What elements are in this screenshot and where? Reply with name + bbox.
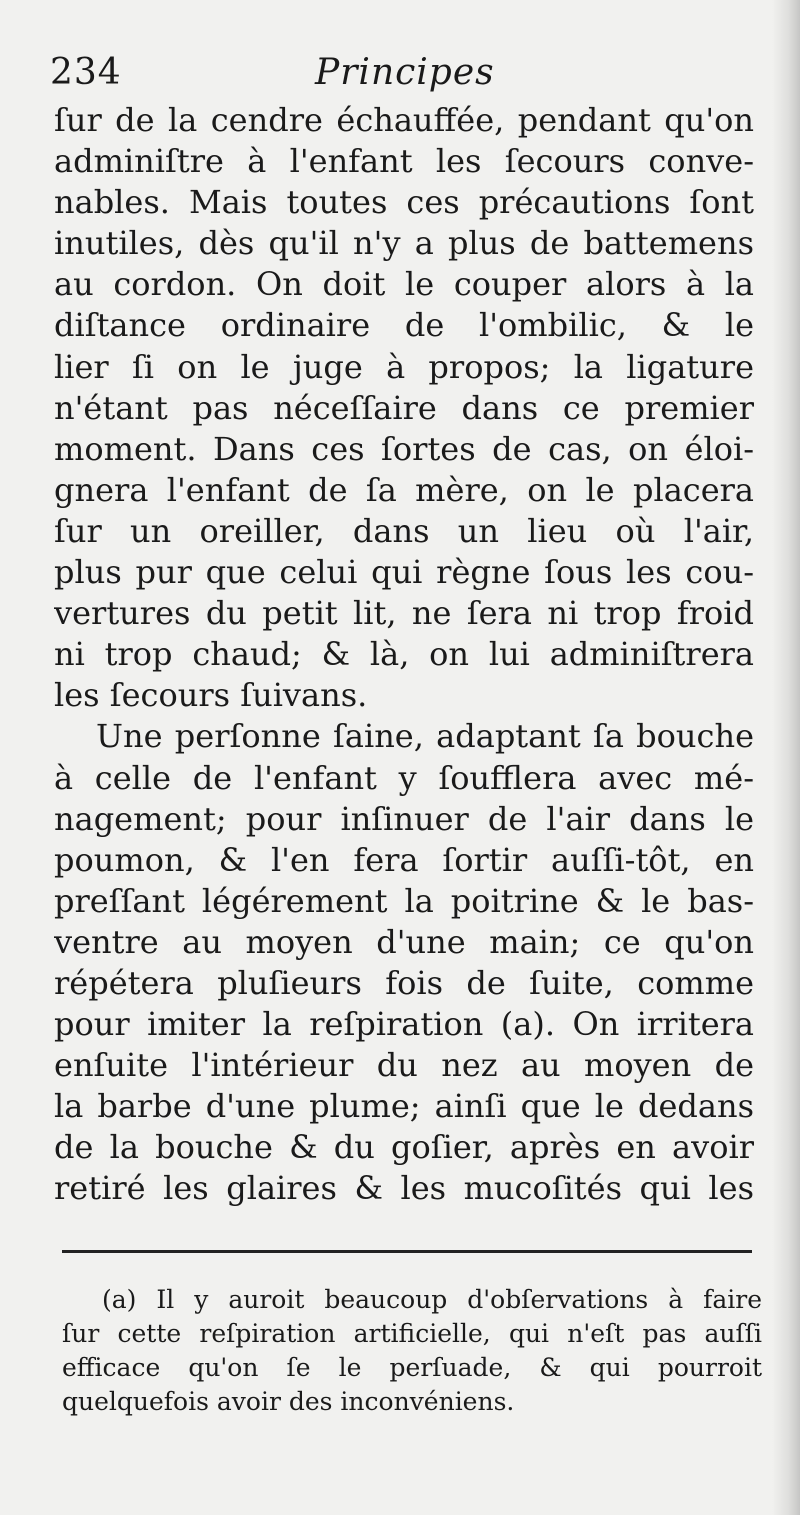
running-head: Principes [315, 52, 495, 93]
footnote-line: ſur cette reſpiration artificielle, qui n'eſt pas auſſi [62, 1319, 762, 1348]
text-line: plus pur que celui qui règne ſous les cou- [54, 553, 754, 592]
text-line: vertures du petit lit, ne ſera ni trop froid [54, 594, 754, 633]
text-line: gnera l'enfant de ſa mère, on le placera [54, 470, 754, 509]
text-line: preſſant légérement la poitrine & le bas- [54, 881, 754, 920]
text-line: répétera pluſieurs fois de ſuite, comme [54, 963, 754, 1002]
footnote [62, 1283, 762, 1419]
text-line: retiré les glaires & les mucoſités qui les [54, 1169, 754, 1208]
page-edge-shadow [772, 0, 800, 1515]
footnote-divider [62, 1250, 752, 1253]
text-line: nagement; pour inſinuer de l'air dans le [54, 799, 754, 838]
text-line: la barbe d'une plume; ainſi que le dedans [54, 1087, 754, 1126]
text-line: enſuite l'intérieur du nez au moyen de [54, 1046, 754, 1085]
text-line: ventre au moyen d'une main; ce qu'on [54, 922, 754, 961]
footnote-line: (a) Il y auroit beaucoup d'obſervations à faire [102, 1285, 762, 1314]
text-line: adminiſtre à l'enfant les ſecours conve- [54, 142, 754, 181]
text-line: n'étant pas néceſſaire dans ce premier [54, 388, 754, 427]
footnote-line: efficace qu'on ſe le perſuade, & qui pourroit [62, 1353, 762, 1382]
footnote-line: quelquefois avoir des inconvéniens. [62, 1387, 515, 1416]
text-line: au cordon. On doit le couper alors à la [54, 265, 754, 304]
text-line: Une perſonne ſaine, adaptant ſa bouche [96, 717, 754, 756]
text-line: les ſecours ſuivans. [54, 676, 368, 715]
page-number: 234 [50, 52, 122, 93]
text-line: inutiles, dès qu'il n'y a plus de battemens [54, 224, 754, 263]
text-line: moment. Dans ces ſortes de cas, on éloi- [54, 429, 754, 468]
text-line: ni trop chaud; & là, on lui adminiſtrera [54, 635, 754, 674]
text-line: poumon, & l'en fera ſortir auſſi-tôt, en [54, 840, 754, 879]
text-line: de la bouche & du goſier, après en avoir [54, 1128, 754, 1167]
text-line: à celle de l'enfant y ſoufflera avec mé- [54, 758, 754, 797]
text-line: nables. Mais toutes ces précautions ſont [54, 183, 754, 222]
main-text [54, 100, 754, 1210]
page-header [50, 52, 750, 100]
text-line: diſtance ordinaire de l'ombilic, & le [54, 306, 754, 345]
text-line: ſur de la cendre échauffée, pendant qu'on [54, 101, 754, 139]
text-line: ſur un oreiller, dans un lieu où l'air, [54, 511, 754, 550]
text-line: lier ſi on le juge à propos; la ligature [54, 347, 754, 386]
text-line: pour imiter la reſpiration (a). On irritera [54, 1005, 754, 1044]
